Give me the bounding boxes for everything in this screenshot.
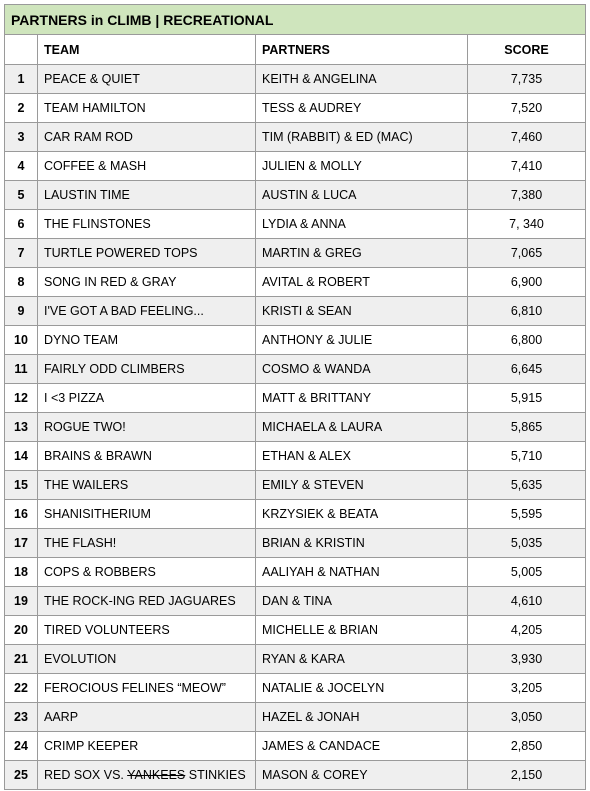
partners-cell: HAZEL & JONAH [256, 703, 468, 732]
table-row [5, 674, 586, 703]
table-row [5, 732, 586, 761]
team-cell [38, 761, 256, 790]
team-cell: SHANISITHERIUM [38, 500, 256, 529]
team-cell: THE FLASH! [38, 529, 256, 558]
partners-cell: BRIAN & KRISTIN [256, 529, 468, 558]
score-cell: 7,520 [468, 94, 586, 123]
score-cell: 6,645 [468, 355, 586, 384]
score-cell: 7,380 [468, 181, 586, 210]
table-row [5, 384, 586, 413]
partners-cell: EMILY & STEVEN [256, 471, 468, 500]
rank-cell: 3 [5, 123, 38, 152]
score-cell: 4,205 [468, 616, 586, 645]
rank-cell: 13 [5, 413, 38, 442]
rank-cell: 25 [5, 761, 38, 790]
rank-cell: 1 [5, 65, 38, 94]
rank-cell: 22 [5, 674, 38, 703]
rank-cell: 19 [5, 587, 38, 616]
table-row [5, 703, 586, 732]
table-row [5, 181, 586, 210]
score-cell: 7,460 [468, 123, 586, 152]
team-cell: CAR RAM ROD [38, 123, 256, 152]
team-cell: LAUSTIN TIME [38, 181, 256, 210]
partners-cell: JULIEN & MOLLY [256, 152, 468, 181]
score-cell: 5,635 [468, 471, 586, 500]
rank-cell: 23 [5, 703, 38, 732]
partners-cell: MICHELLE & BRIAN [256, 616, 468, 645]
team-cell: THE ROCK-ING RED JAGUARES [38, 587, 256, 616]
partners-cell: MARTIN & GREG [256, 239, 468, 268]
rank-cell: 12 [5, 384, 38, 413]
rank-cell: 5 [5, 181, 38, 210]
table-row [5, 268, 586, 297]
team-cell: AARP [38, 703, 256, 732]
score-cell: 5,595 [468, 500, 586, 529]
partners-cell: KRISTI & SEAN [256, 297, 468, 326]
team-header: TEAM [38, 35, 256, 65]
partners-cell: MASON & COREY [256, 761, 468, 790]
rank-cell: 21 [5, 645, 38, 674]
partners-cell: MATT & BRITTANY [256, 384, 468, 413]
team-cell: TURTLE POWERED TOPS [38, 239, 256, 268]
header-row [5, 35, 586, 65]
score-cell: 6,810 [468, 297, 586, 326]
table-row [5, 210, 586, 239]
table-row [5, 152, 586, 181]
table-row [5, 442, 586, 471]
table-row [5, 500, 586, 529]
partners-cell: AUSTIN & LUCA [256, 181, 468, 210]
rank-header [5, 35, 38, 65]
team-cell: ROGUE TWO! [38, 413, 256, 442]
rank-cell: 16 [5, 500, 38, 529]
team-cell: COPS & ROBBERS [38, 558, 256, 587]
rank-cell: 7 [5, 239, 38, 268]
score-cell: 2,150 [468, 761, 586, 790]
rank-cell: 4 [5, 152, 38, 181]
rank-cell: 17 [5, 529, 38, 558]
team-cell: PEACE & QUIET [38, 65, 256, 94]
score-cell: 3,930 [468, 645, 586, 674]
partners-cell: TESS & AUDREY [256, 94, 468, 123]
score-cell: 6,800 [468, 326, 586, 355]
table-row [5, 587, 586, 616]
partners-cell: DAN & TINA [256, 587, 468, 616]
score-cell: 5,710 [468, 442, 586, 471]
table-row [5, 239, 586, 268]
score-cell: 4,610 [468, 587, 586, 616]
team-cell: COFFEE & MASH [38, 152, 256, 181]
team-cell: I <3 PIZZA [38, 384, 256, 413]
score-cell: 7,065 [468, 239, 586, 268]
score-cell: 6,900 [468, 268, 586, 297]
rank-cell: 11 [5, 355, 38, 384]
partners-cell: JAMES & CANDACE [256, 732, 468, 761]
score-cell: 7,735 [468, 65, 586, 94]
partners-cell: KEITH & ANGELINA [256, 65, 468, 94]
team-cell: TIRED VOLUNTEERS [38, 616, 256, 645]
partners-cell: KRZYSIEK & BEATA [256, 500, 468, 529]
score-cell: 2,850 [468, 732, 586, 761]
score-cell: 3,205 [468, 674, 586, 703]
score-cell: 5,915 [468, 384, 586, 413]
table-row [5, 65, 586, 94]
team-cell: SONG IN RED & GRAY [38, 268, 256, 297]
score-cell: 5,035 [468, 529, 586, 558]
team-text-post: STINKIES [185, 768, 246, 782]
rank-cell: 9 [5, 297, 38, 326]
page-title: PARTNERS in CLIMB | RECREATIONAL [5, 5, 586, 35]
partners-cell: AVITAL & ROBERT [256, 268, 468, 297]
partners-cell: MICHAELA & LAURA [256, 413, 468, 442]
team-cell: THE FLINSTONES [38, 210, 256, 239]
title-row [5, 5, 586, 35]
score-cell: 3,050 [468, 703, 586, 732]
partners-cell: AALIYAH & NATHAN [256, 558, 468, 587]
table-row [5, 413, 586, 442]
rank-cell: 14 [5, 442, 38, 471]
team-cell: THE WAILERS [38, 471, 256, 500]
score-cell: 7, 340 [468, 210, 586, 239]
partners-header: PARTNERS [256, 35, 468, 65]
table-row [5, 326, 586, 355]
partners-cell: LYDIA & ANNA [256, 210, 468, 239]
table-row [5, 123, 586, 152]
team-cell: CRIMP KEEPER [38, 732, 256, 761]
table-row [5, 529, 586, 558]
table-row [5, 471, 586, 500]
rank-cell: 18 [5, 558, 38, 587]
partners-cell: ANTHONY & JULIE [256, 326, 468, 355]
table-row [5, 558, 586, 587]
partners-cell: RYAN & KARA [256, 645, 468, 674]
score-cell: 5,005 [468, 558, 586, 587]
table-row [5, 297, 586, 326]
partners-cell: TIM (RABBIT) & ED (MAC) [256, 123, 468, 152]
rank-cell: 24 [5, 732, 38, 761]
table-row [5, 761, 586, 790]
rank-cell: 8 [5, 268, 38, 297]
team-cell: EVOLUTION [38, 645, 256, 674]
team-cell: FEROCIOUS FELINES “MEOW” [38, 674, 256, 703]
rank-cell: 10 [5, 326, 38, 355]
partners-cell: ETHAN & ALEX [256, 442, 468, 471]
score-header: SCORE [468, 35, 586, 65]
score-cell: 5,865 [468, 413, 586, 442]
standings-table [4, 4, 586, 790]
rank-cell: 20 [5, 616, 38, 645]
rank-cell: 15 [5, 471, 38, 500]
team-cell: I'VE GOT A BAD FEELING... [38, 297, 256, 326]
table-row [5, 355, 586, 384]
team-cell: FAIRLY ODD CLIMBERS [38, 355, 256, 384]
table-row [5, 616, 586, 645]
team-cell: DYNO TEAM [38, 326, 256, 355]
partners-cell: NATALIE & JOCELYN [256, 674, 468, 703]
team-cell: BRAINS & BRAWN [38, 442, 256, 471]
team-cell: TEAM HAMILTON [38, 94, 256, 123]
team-text-strike: YANKEES [127, 768, 186, 782]
rank-cell: 6 [5, 210, 38, 239]
table-row [5, 645, 586, 674]
score-cell: 7,410 [468, 152, 586, 181]
table-row [5, 94, 586, 123]
partners-cell: COSMO & WANDA [256, 355, 468, 384]
rank-cell: 2 [5, 94, 38, 123]
team-text-pre: RED SOX VS. [44, 768, 128, 782]
